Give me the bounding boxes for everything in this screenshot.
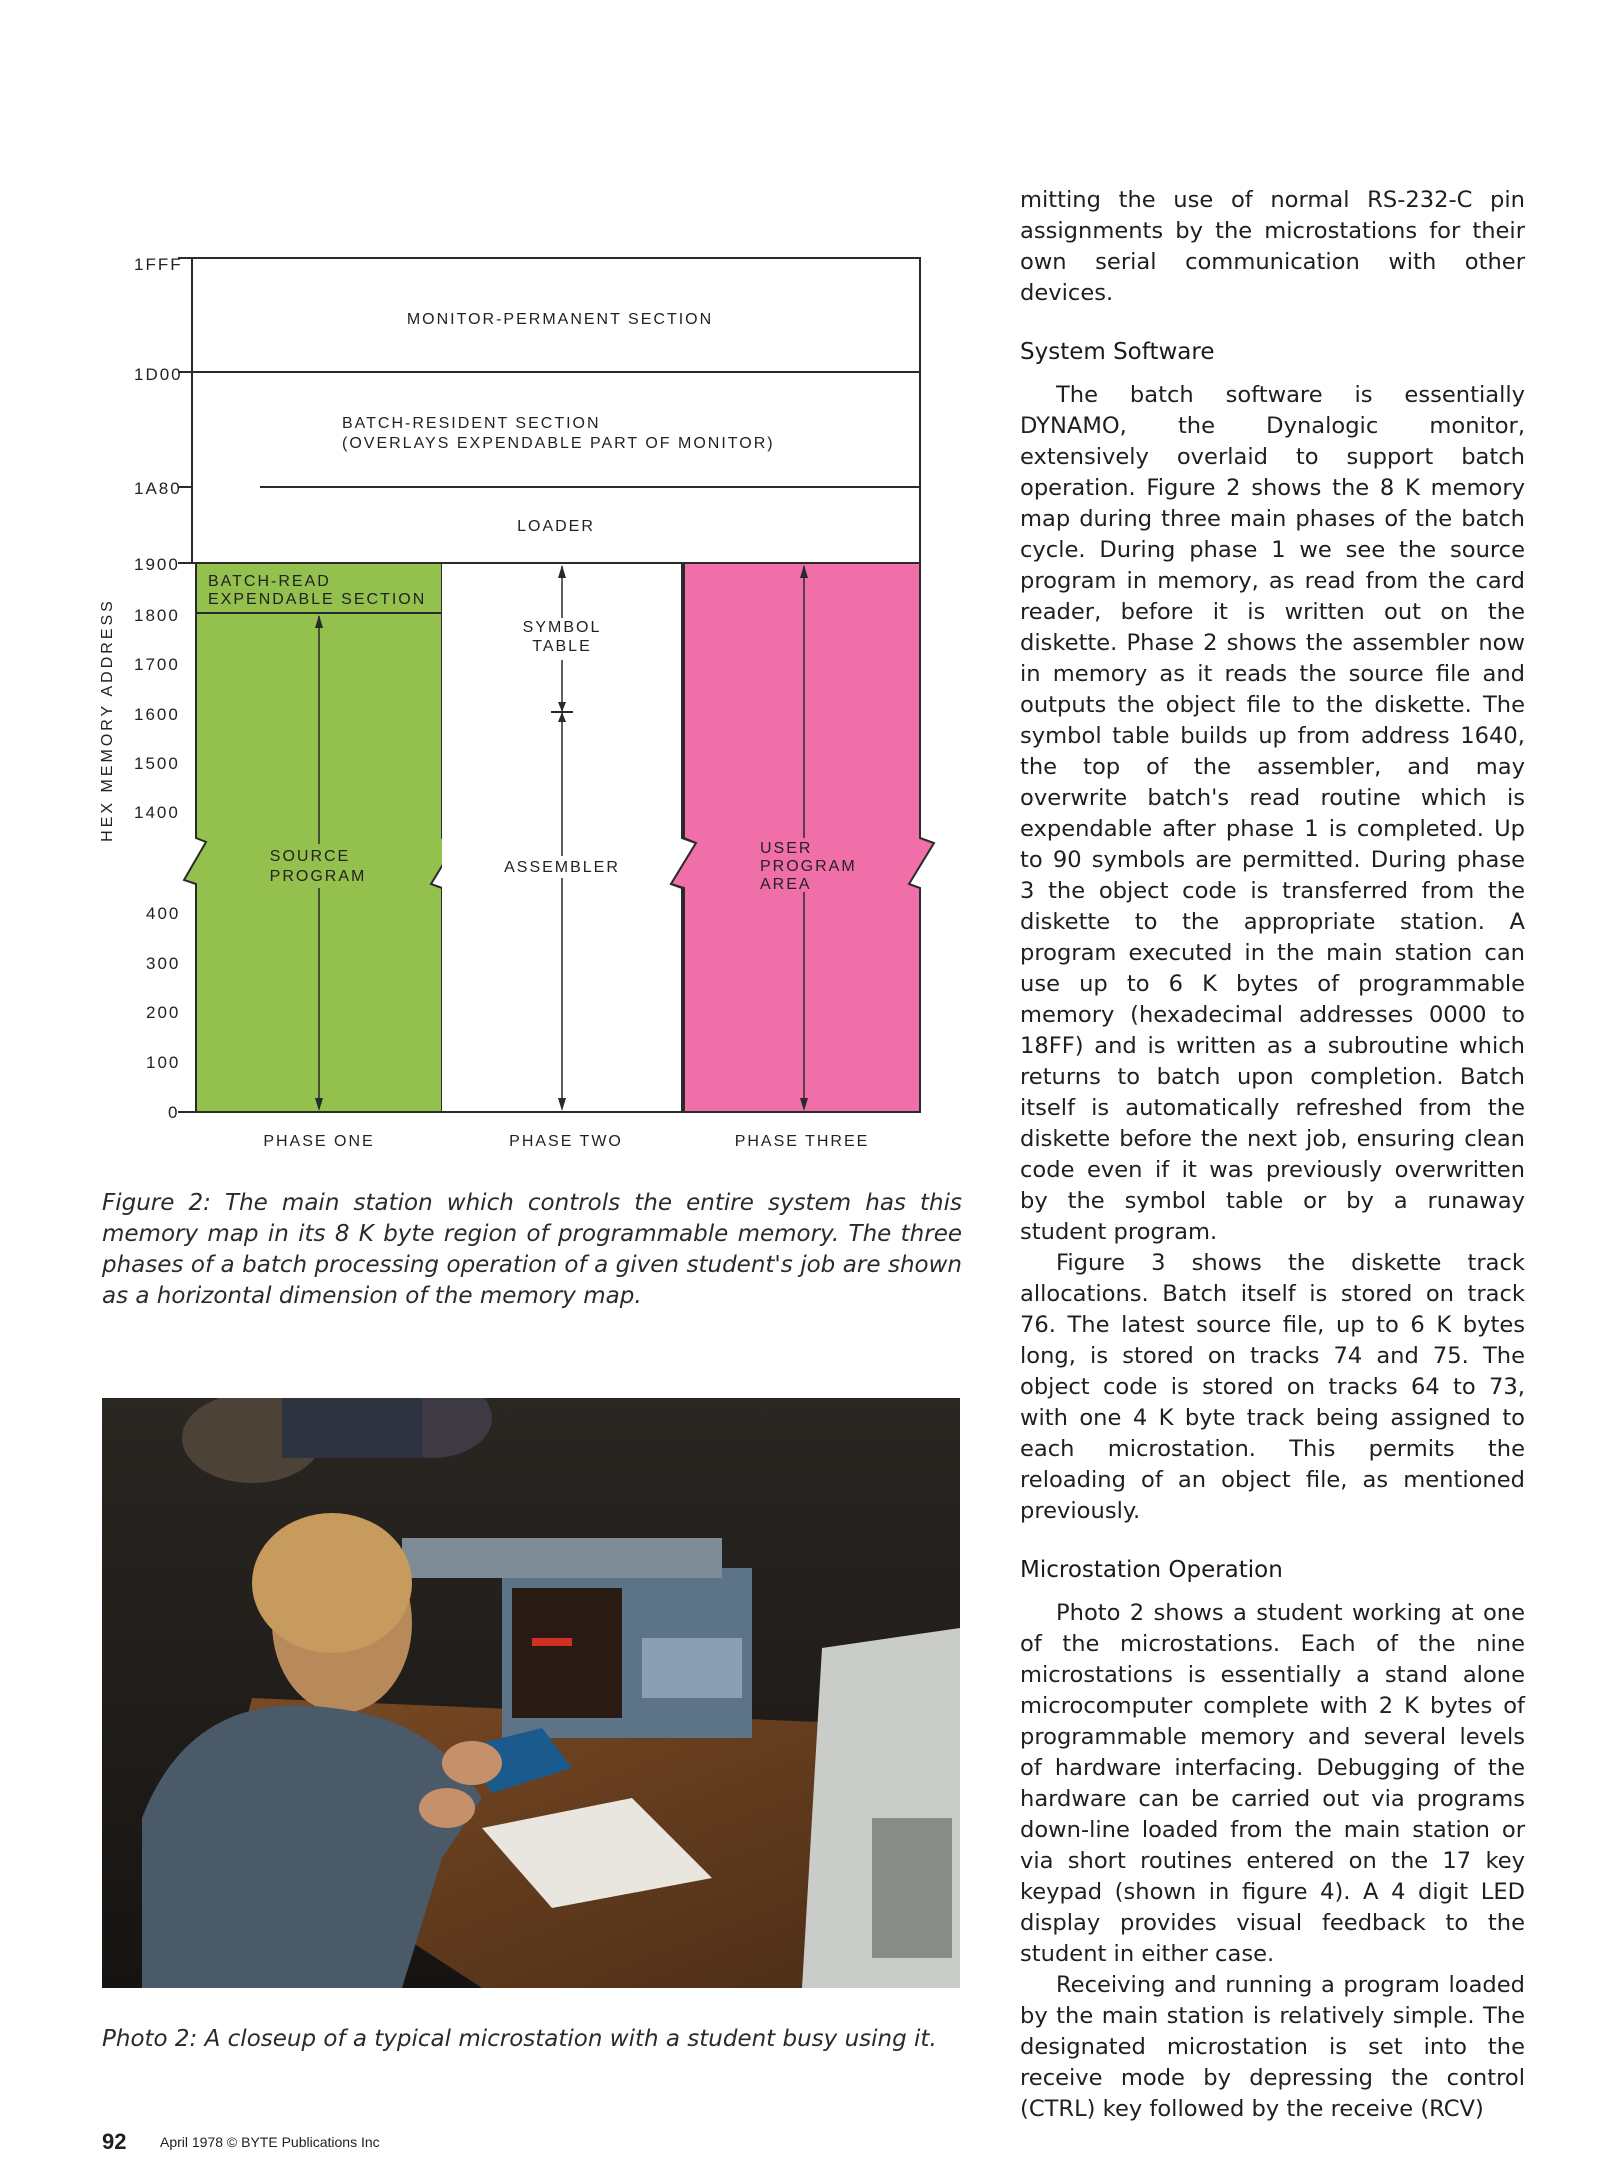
tick-label: 1600 (134, 705, 180, 724)
paragraph-system-2: Figure 3 shows the diskette track allocations. Batch itself is stored on track 76. The latest source file, up to 6 K bytes long, is stored on tracks 74 and 75. The object code is stored on tracks 64 to 73, with one 4 K byte track being assigned to each microstation. This permits the reloading of an object file, as mentioned previously. (1020, 1250, 1525, 1524)
paragraph-micro-1: Photo 2 shows a student working at one of the microstations. Each of the nine microstations is essentially a stand alone microcomputer complete with 2 K bytes of programmable memory and several levels of hardware interfacing. Debugging of the hardware can be carried out via programs down-line loaded from the main station or via short routines entered on the 17 key keypad (shown in figure 4). A 4 digit LED display provides visual feedback to the student in either case. (1020, 1600, 1525, 1967)
region-user-2: PROGRAM (760, 858, 857, 875)
photo-caption: Photo 2: A closeup of a typical microstation with a student busy using it. (102, 2026, 937, 2052)
tick-label: 1A80 (134, 479, 182, 498)
page-number: 92 (102, 2129, 127, 2154)
paragraph-micro-2: Receiving and running a program loaded by the main station is relatively simple. The designated microstation is set into the receive mode by depressing the control (CTRL) key followed by the receive (RCV) (1020, 1972, 1525, 2122)
memory-map-figure (60, 240, 980, 1160)
paragraph-system-1: The batch software is essentially DYNAMO, the Dynalogic monitor, extensively overlaid to support batch operation. Figure 2 shows the 8 K memory map during three main phases of the batch cycle. During phase 1 we see the source program in memory, as read from the card reader, before it is written out on the diskette. Phase 2 shows the assembler now in memory as it reads the source file and outputs the object file to the diskette. The symbol table builds up from address 1640, the top of the assembler, and may overwrite batch's read routine which is expendable after phase 1 is completed. Up to 90 symbols are permitted. During phase 3 the object code is transferred from the diskette to the appropriate station. A program executed in the main station can use up to 6 K bytes of programmable memory (hexadecimal addresses 0000 to 18FF) and is written as a subroutine which returns to batch upon completion. Batch itself is automatically refreshed from the diskette before the next job, ensuring clean code even if it was previously overwritten by the symbol table or by a runaway student program. (1020, 382, 1525, 1245)
region-batch-resident-note: (OVERLAYS EXPENDABLE PART OF MONITOR) (342, 435, 775, 452)
tick-label: 1FFF (134, 255, 183, 274)
paragraph-intro: mitting the use of normal RS-232-C pin assignments by the microstations for their own serial communication with other devices. (1020, 187, 1525, 306)
region-source-2: PROGRAM (269, 868, 367, 885)
region-monitor: MONITOR-PERMANENT SECTION (406, 311, 714, 328)
tick-label: 1500 (134, 754, 180, 773)
region-batch-read-2: EXPENDABLE SECTION (208, 591, 427, 608)
tick-label: 200 (146, 1003, 181, 1022)
phase-two-label: PHASE TWO (509, 1133, 623, 1150)
tick-label: 0 (168, 1103, 180, 1122)
region-batch-resident: BATCH-RESIDENT SECTION (342, 415, 601, 432)
region-loader: LOADER (517, 518, 595, 535)
tick-label: 100 (146, 1053, 181, 1072)
tick-label: 1900 (134, 555, 180, 574)
phase-three-column (671, 563, 934, 1112)
photo-illustration (102, 1398, 960, 1988)
region-batch-read: BATCH-READ (208, 573, 331, 590)
phase-one-column (184, 563, 456, 1112)
footer-credit: April 1978 © BYTE Publications Inc (160, 2134, 380, 2150)
tick-label: 1D00 (134, 365, 183, 384)
microstation-photo (102, 1398, 960, 1988)
region-user-3: AREA (760, 876, 812, 893)
heading-system-software: System Software (1020, 339, 1215, 365)
tick-label: 1800 (134, 606, 180, 625)
tick-labels (134, 255, 183, 1122)
region-assembler: ASSEMBLER (504, 859, 620, 876)
phase-three-label: PHASE THREE (734, 1133, 870, 1150)
region-symbol-table: SYMBOL (522, 619, 602, 636)
tick-label: 400 (146, 904, 181, 923)
region-user: USER (760, 840, 813, 857)
phase-one-label: PHASE ONE (263, 1133, 375, 1150)
axis-title: HEX MEMORY ADDRESS (99, 598, 116, 842)
heading-microstation-operation: Microstation Operation (1020, 1557, 1283, 1583)
tick-label: 1400 (134, 803, 180, 822)
article-column (1020, 185, 1525, 2125)
region-symbol-table-2: TABLE (532, 638, 592, 655)
figure-caption: Figure 2: The main station which controls the entire system has this memory map in its 8 K byte region of programmable memory. The three phases of a batch processing operation of a given student's job are shown as a horizontal dimension of the memory map. (102, 1190, 962, 1309)
region-source: SOURCE (269, 848, 351, 865)
tick-label: 300 (146, 954, 181, 973)
tick-label: 1700 (134, 655, 180, 674)
